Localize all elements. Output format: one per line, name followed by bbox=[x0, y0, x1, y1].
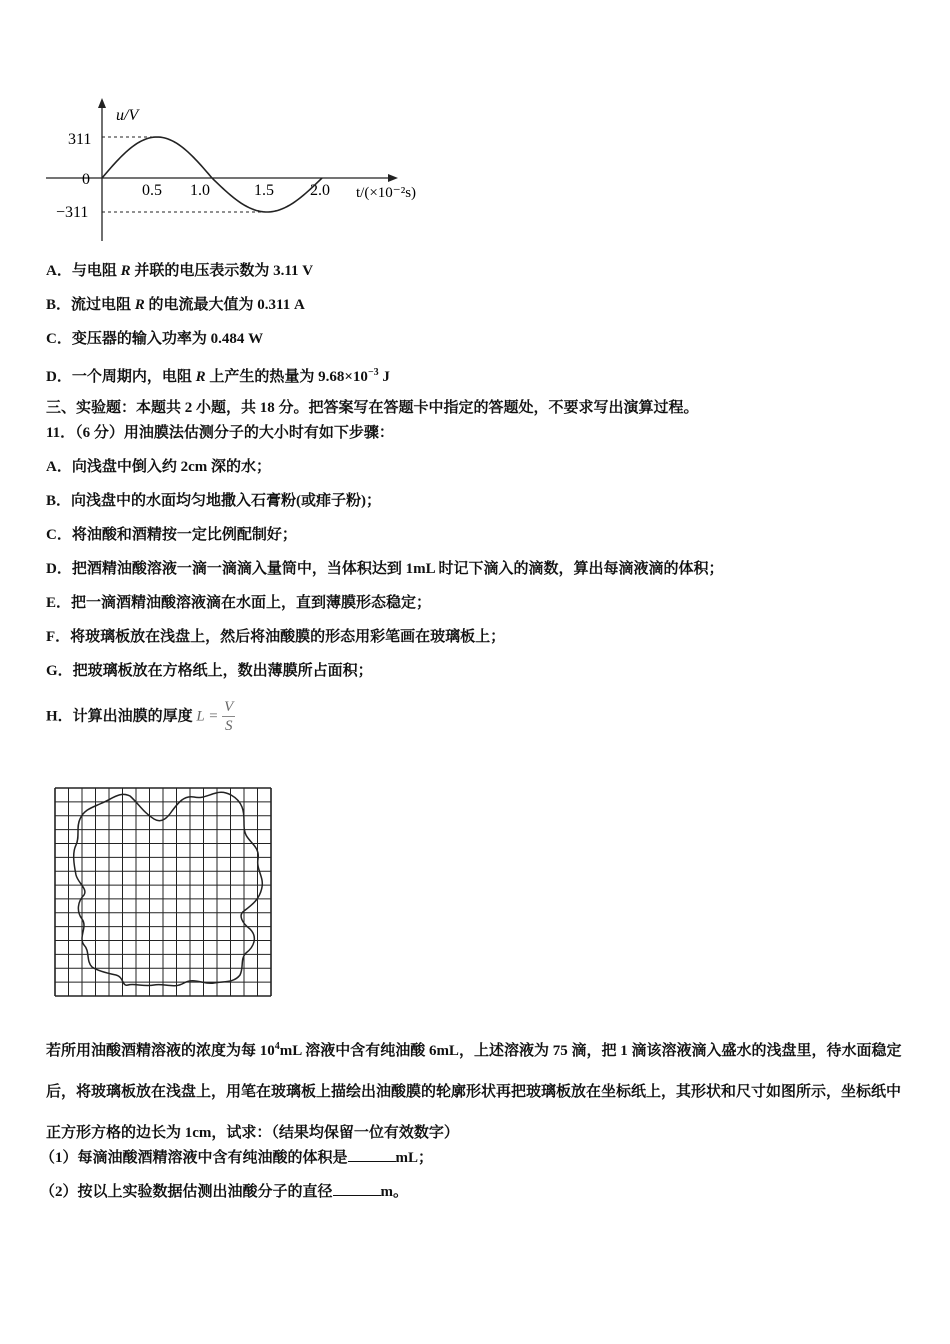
oil-film-grid bbox=[54, 787, 274, 997]
q11-paragraph: 若所用油酸酒精溶液的浓度为每 $10^4mL$ 溶液中含有纯油酸 6mL，上述溶液为 75 滴，把 1 滴该溶液滴入盛水的浅盘里，待水面稳定后，将玻璃板放在浅盘上，用笔在玻璃板上描绘出油酸膜的轮廓形状再把玻璃板放在坐标纸上，其形状和尺寸如图所示，坐标纸中正方形方格的边长为 1cm，试求：（结果均保留一位有效数字） bbox=[46, 1041, 902, 1141]
section-header: 三、实验题：本题共 2 小题，共 18 分。把答案写在答题卡中指定的答题处，不要求写出演算过程。 bbox=[46, 400, 699, 416]
q11-intro: 11．（6 分）用油膜法估测分子的大小时有如下步骤： bbox=[46, 425, 394, 441]
x-axis-label: t/(×10⁻²s) bbox=[356, 185, 417, 201]
y-axis-arrow bbox=[98, 98, 106, 108]
q11-step-a: A．向浅盘中倒入约 2cm 深的水； bbox=[46, 459, 271, 475]
q11-sub2: （2）按以上实验数据估测出油酸分子的直径 m。 bbox=[40, 1181, 408, 1202]
q11-step-b: B．向浅盘中的水面均匀地撒入石膏粉(或痱子粉)； bbox=[46, 493, 381, 509]
y-max-label: 311 bbox=[68, 131, 92, 148]
x-axis-arrow bbox=[388, 174, 398, 182]
answer-blank-1[interactable] bbox=[348, 1147, 396, 1162]
oil-film-outline bbox=[74, 792, 263, 985]
q11-step-g: G．把玻璃板放在方格纸上，数出薄膜所占面积； bbox=[46, 663, 373, 679]
option-b: B．流过电阻 R 的电流最大值为 0.311 A bbox=[46, 297, 305, 313]
option-a: A．与电阻 R 并联的电压表示数为 3.11 V bbox=[46, 263, 314, 279]
sine-curve bbox=[102, 137, 322, 212]
x-tick-1.5: 1.5 bbox=[254, 182, 274, 199]
q11-step-d: D．把酒精油酸溶液一滴一滴滴入量筒中，当体积达到 1mL 时记下滴入的滴数，算出每滴液滴的体积； bbox=[46, 561, 724, 577]
x-tick-0.5: 0.5 bbox=[142, 182, 162, 199]
formula-fraction: $\frac{V}{S}$ bbox=[224, 699, 234, 735]
q11-step-e: E．把一滴酒精油酸溶液滴在水面上，直到薄膜形态稳定； bbox=[46, 595, 432, 611]
option-d: D．一个周期内，电阻 R 上产生的热量为 $9.68\times 10^{-3}$ J bbox=[46, 367, 390, 385]
voltage-time-graph bbox=[46, 96, 446, 244]
answer-blank-2[interactable] bbox=[333, 1181, 381, 1196]
q11-sub1: （1）每滴油酸酒精溶液中含有纯油酸的体积是 mL； bbox=[40, 1147, 433, 1168]
y-axis-label: u/V bbox=[116, 107, 139, 124]
q11-step-h: H．计算出油膜的厚度 L = $\frac{V}{S}$ bbox=[46, 699, 234, 735]
x-tick-2.0: 2.0 bbox=[310, 182, 330, 199]
q11-step-c: C．将油酸和酒精按一定比例配制好； bbox=[46, 527, 297, 543]
y-min-label: −311 bbox=[56, 204, 89, 221]
origin-label: 0 bbox=[82, 171, 90, 188]
thickness-formula: L = bbox=[196, 708, 219, 725]
q11-step-f: F．将玻璃板放在浅盘上，然后将油酸膜的形态用彩笔画在玻璃板上； bbox=[46, 629, 506, 645]
x-tick-1.0: 1.0 bbox=[190, 182, 210, 199]
option-c: C．变压器的输入功率为 0.484 W bbox=[46, 331, 264, 347]
